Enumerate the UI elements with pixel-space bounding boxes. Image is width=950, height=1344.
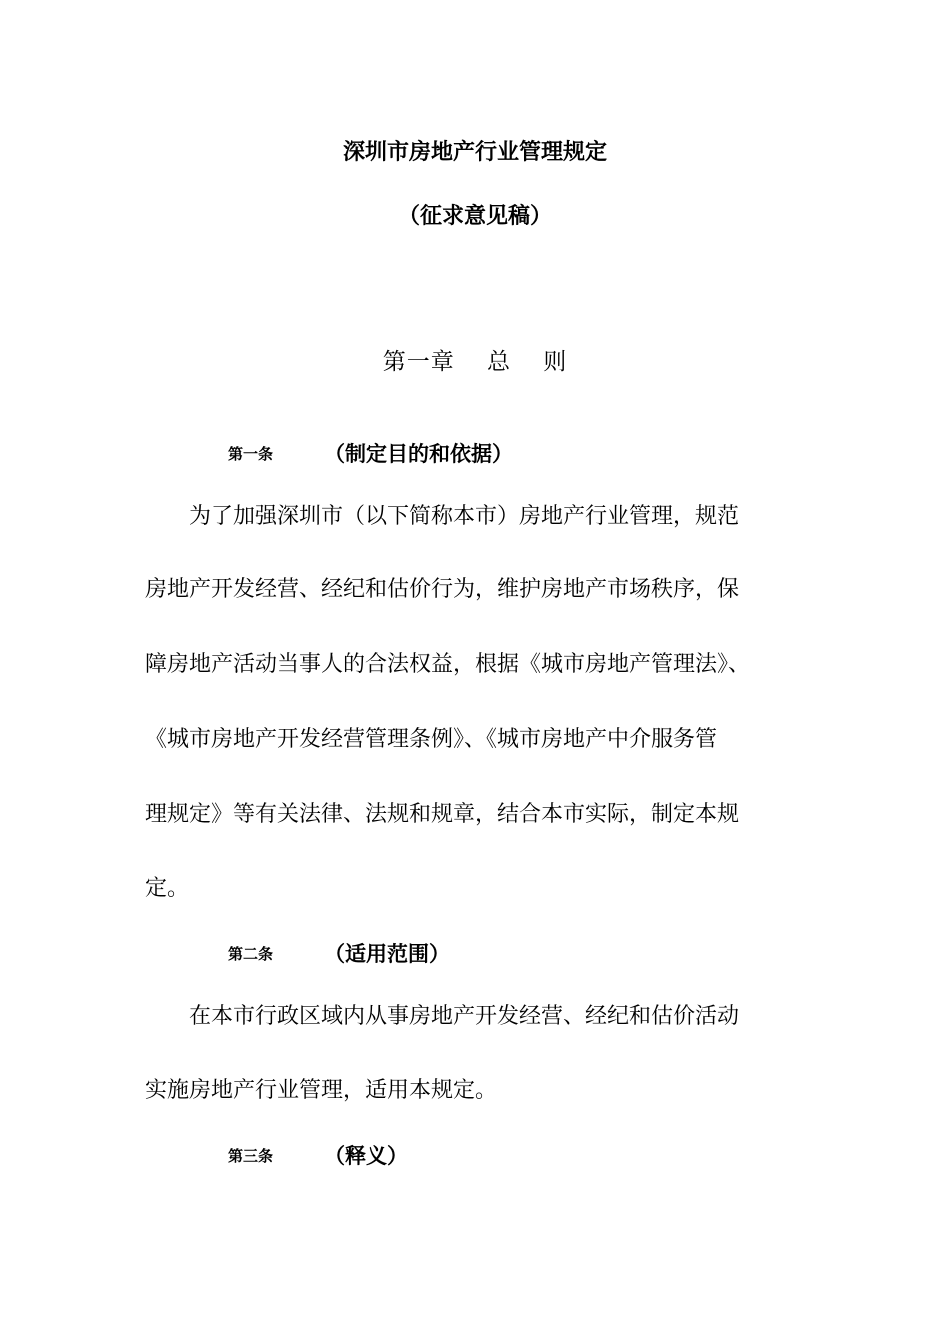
paragraph-line: 房地产开发经营、经纪和估价行为，维护房地产市场秩序，保 xyxy=(145,577,740,602)
article-heading xyxy=(228,938,450,968)
article-number: 第一条 xyxy=(228,444,274,463)
chapter-heading: 第一章 总 则 xyxy=(382,349,568,375)
document-subtitle: （征求意见稿） xyxy=(397,203,552,229)
article-topic: （制定目的和依据） xyxy=(324,441,513,466)
article-topic: （适用范围） xyxy=(324,941,450,966)
paragraph-line: 《城市房地产开发经营管理条例》、《城市房地产中介服务管 xyxy=(145,727,718,752)
article-heading xyxy=(228,438,513,468)
paragraph-line: 为了加强深圳市（以下简称本市）房地产行业管理，规范 xyxy=(145,504,740,529)
paragraph-line: 在本市行政区域内从事房地产开发经营、经纪和估价活动 xyxy=(145,1004,740,1029)
paragraph-line: 定。 xyxy=(145,876,190,901)
paragraph-line: 理规定》等有关法律、法规和规章，结合本市实际，制定本规 xyxy=(145,802,740,827)
article-heading xyxy=(228,1140,408,1170)
article-topic: （释义） xyxy=(324,1143,408,1168)
article-number: 第二条 xyxy=(228,944,274,963)
paragraph-line: 障房地产活动当事人的合法权益，根据《城市房地产管理法》、 xyxy=(145,652,751,677)
article-number: 第三条 xyxy=(228,1146,274,1165)
document-title: 深圳市房地产行业管理规定 xyxy=(342,139,607,165)
paragraph-line: 实施房地产行业管理，适用本规定。 xyxy=(145,1078,498,1103)
